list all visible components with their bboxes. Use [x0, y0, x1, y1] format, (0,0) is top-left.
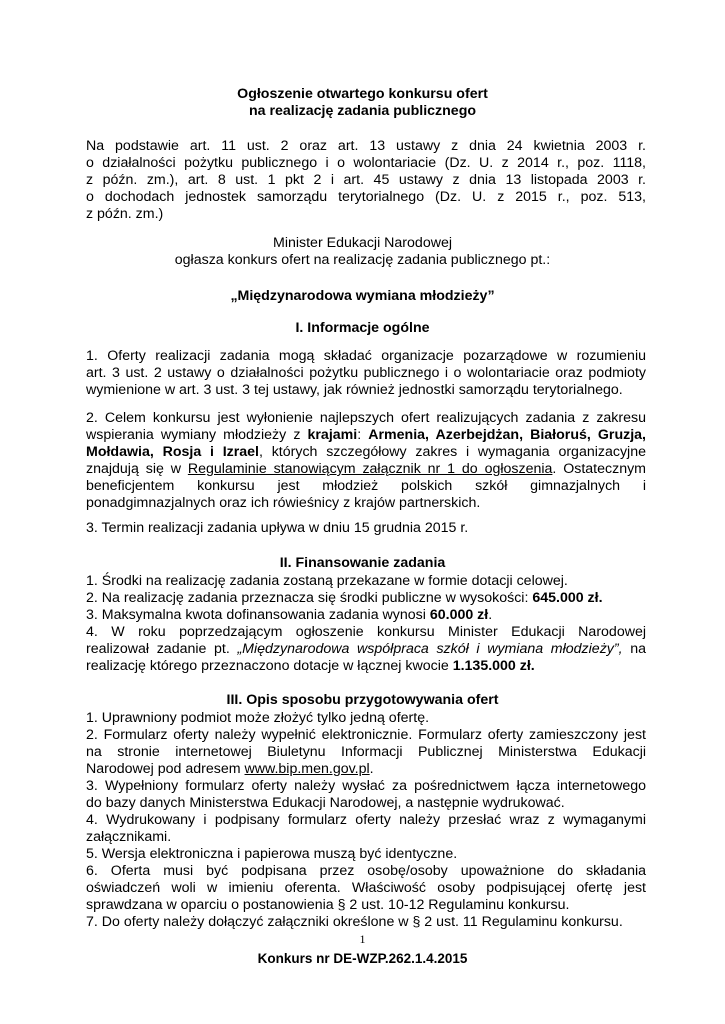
section3-item [86, 761, 646, 778]
section1-p1-line: 1. Oferty realizacji zadania mogą składać organizacje pozarządowe w rozumieniu [86, 348, 646, 364]
section2-heading: II. Finansowanie zadania [279, 555, 446, 571]
section2-item [86, 658, 646, 675]
text-run-bold: Armenia, Azerbejdżan, Białoruś, Gruzja, [368, 427, 646, 443]
page-number: 1 [359, 932, 366, 946]
footer-contest-number: Konkurs nr DE-WZP.262.1.4.2015 [257, 951, 468, 966]
announcer-statement: ogłasza konkurs ofert na realizację zadania publicznego pt.: [174, 252, 551, 268]
section3-item: 4. Wydrukowany i podpisany formularz oferty należy przesłać wraz z wymaganymi [86, 812, 646, 828]
section1-p2-line: ponadgimnazjalnych oraz ich rówieśnicy z krajów partnerskich. [86, 495, 481, 511]
intro-line: z późn. zm.), art. 8 ust. 1 pkt 2 i art. 45 ustawy z dnia 13 listopada 2003 r. [86, 172, 646, 188]
text-run-bold: Mołdawia, Rosja i Izrael [86, 444, 259, 460]
section3-item: 7. Do oferty należy dołączyć załączniki określone w § 2 ust. 11 Regulaminu konkursu. [86, 914, 623, 930]
text-run: Narodowej pod adresem [86, 761, 245, 777]
section3-item: sprawdzana w oparciu o postanowienia § 2 ust. 10-12 Regulaminu konkursu. [86, 897, 570, 913]
section2-item: 4. W roku poprzedzającym ogłoszenie konkursu Minister Edukacji Narodowej [86, 624, 646, 640]
text-run: : [357, 427, 369, 443]
intro-line: z późn. zm.) [86, 206, 164, 222]
text-run-bold: 645.000 zł. [532, 590, 603, 606]
text-run: realizował zadanie pt. [86, 641, 238, 657]
text-run-bold: 60.000 zł [429, 607, 489, 623]
section1-heading: I. Informacje ogólne [295, 320, 430, 336]
text-run: . [369, 761, 374, 777]
section3-item: załącznikami. [86, 829, 172, 845]
section1-p1-line: wymienione w art. 3 ust. 3 tej ustawy, jak również jednostki samorządu terytorialnego. [86, 382, 623, 398]
section2-item [86, 590, 646, 607]
intro-line: o działalności pożytku publicznego i o wolontariacie (Dz. U. z 2014 r., poz. 1118, [86, 155, 646, 171]
section3-item: 3. Wypełniony formularz oferty należy wysłać za pośrednictwem łącza internetowego [86, 778, 646, 794]
text-run-italic: „Międzynarodowa współpraca szkół i wymiana młodzieży”, [237, 641, 623, 657]
section3-item: na stronie internetowej Biuletynu Informacji Publicznej Ministerstwa Edukacji [86, 744, 646, 760]
text-run: , których szczegółowy zakres i wymagania organizacyjne [258, 444, 646, 460]
section1-p3: 3. Termin realizacji zadania upływa w dniu 15 grudnia 2015 r. [86, 520, 469, 536]
intro-line: Na podstawie art. 11 ust. 2 oraz art. 13 ustawy z dnia 24 kwietnia 2003 r. [86, 138, 646, 154]
section1-p2-line [86, 427, 646, 444]
section3-item: 2. Formularz oferty należy wypełnić elektronicznie. Formularz oferty zamieszczony jest [86, 727, 646, 743]
announcer-name: Minister Edukacji Narodowej [273, 235, 452, 251]
text-run: 2. Na realizację zadania przeznacza się środki publiczne w wysokości: [86, 590, 533, 606]
section2-item [86, 607, 646, 624]
text-run: wspierania wymiany młodzieży z [86, 427, 308, 443]
intro-line: o dochodach jednostek samorządu terytorialnego (Dz. U. z 2015 r., poz. 513, [86, 189, 646, 205]
bip-link[interactable]: www.bip.men.gov.pl [244, 761, 370, 777]
text-run: 3. Maksymalna kwota dofinansowania zadania wynosi [86, 607, 430, 623]
section3-item: 6. Oferta musi być podpisana przez osobę/osoby upoważnione do składania [86, 863, 646, 879]
section3-item: 1. Uprawniony podmiot może złożyć tylko jedną ofertę. [86, 710, 430, 726]
text-run: realizację którego przeznaczono dotacje w łącznej kwocie [86, 658, 453, 674]
text-run: . [488, 607, 493, 623]
text-run-bold: krajami [307, 427, 358, 443]
text-run-bold: 1.135.000 zł. [452, 658, 535, 674]
document-title-line2: na realizację zadania publicznego [248, 103, 477, 119]
section1-p2-line [86, 444, 646, 461]
section1-p2-line: 2. Celem konkursu jest wyłonienie najlepszych ofert realizujących zadania z zakresu [86, 410, 646, 426]
task-title: „Międzynarodowa wymiana młodzieży” [230, 288, 495, 304]
section1-p2-line: beneficjentem konkursu jest młodzież polskich szkół gimnazjalnych i [86, 478, 646, 494]
section2-item: 1. Środki na realizację zadania zostaną przekazane w formie dotacji celowej. [86, 573, 568, 589]
section3-heading: III. Opis sposobu przygotowywania ofert [226, 692, 499, 708]
section1-p1-line: art. 3 ust. 2 ustawy o działalności pożytku publicznego i o wolontariacie oraz podmioty [86, 365, 646, 381]
section2-item [86, 641, 646, 658]
section3-item: oświadczeń woli w imieniu oferenta. Właściwość osoby podpisującej ofertę jest [86, 880, 646, 896]
document-title-line1: Ogłoszenie otwartego konkursu ofert [237, 86, 488, 102]
section1-p2-line [86, 461, 646, 478]
text-run: . Ostatecznym [552, 461, 647, 477]
section3-item: do bazy danych Ministerstwa Edukacji Narodowej, a następnie wydrukować. [86, 795, 565, 811]
text-run: na [622, 641, 646, 657]
regulations-reference: Regulaminie stanowiącym załącznik nr 1 do ogłoszenia [187, 461, 553, 477]
section3-item: 5. Wersja elektroniczna i papierowa muszą być identyczne. [86, 846, 458, 862]
text-run: znajdują się w [86, 461, 188, 477]
